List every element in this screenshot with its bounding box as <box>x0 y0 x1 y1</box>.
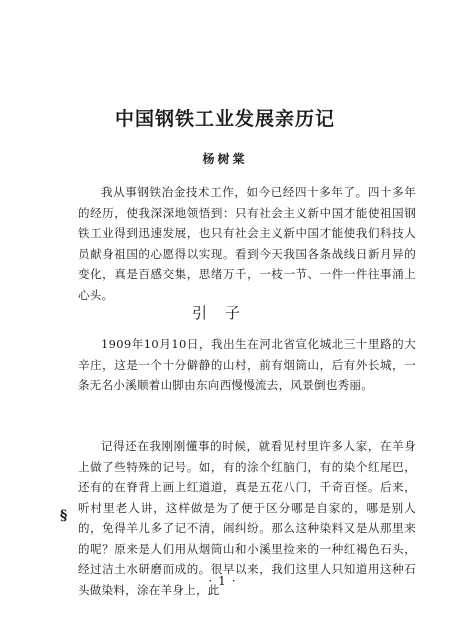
section-heading: 引子 <box>191 304 258 322</box>
margin-mark: § <box>60 508 68 524</box>
page-number: ·1· <box>208 574 242 588</box>
document-title: 中国钢铁工业发展亲历记 <box>114 108 335 130</box>
section-paragraph-2: 记得还在我刚刚懂事的时候，就看见村里许多人家，在羊身上做了些特殊的记号。如，有的涂个红脑门，有的染个红尾巴，还有的在脊背上画上红道道，真是五花八门，千奇百怪。后来，听村里老人讲，这样做是为了便于区分哪是自家的，哪是别人的，免得羊儿多了记不清，闹纠纷。那么这种染料又是从那里来的呢？原来是人们用从烟筒山和小溪里捡来的一种红褐色石头，经过洁土水研磨而成的。很早以来，我们这里人只知道用这种石头做染料，涂在羊身上，此 <box>78 439 416 597</box>
section-paragraph-1: 1909年10月10日，我出生在河北省宣化城北三十里路的大辛庄，这是一个十分僻静的山村，前有烟筒山，后有外长城，一条无名小溪顺着山脚由东向西慢慢流去，风景倒也秀丽。 <box>78 337 416 392</box>
intro-paragraph: 我从事钢铁冶金技术工作，如今已经四十多年了。四十多年的经历，使我深深地领悟到：只有社会主义新中国才能使祖国钢铁工业得到迅速发展，也只有社会主义新中国才能使我们科技人员献身祖国的心愿得以实现。看到今天我国各条战线日新月异的变化，真是百感交集，思绪万千，一枝一节、一件一件往事涌上心头。 <box>78 185 416 302</box>
author-name: 杨树棠 <box>202 152 248 166</box>
